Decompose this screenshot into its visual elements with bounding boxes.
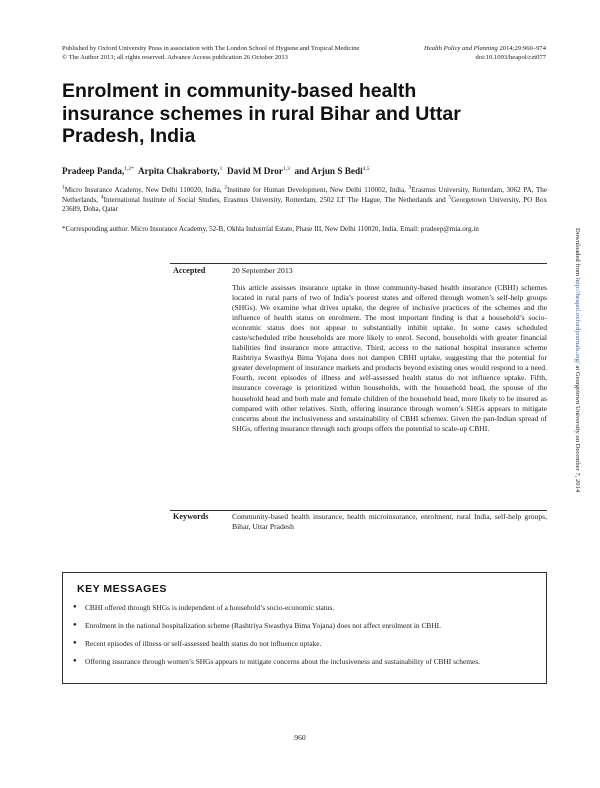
author-affil-mark: 1,2*: [124, 165, 134, 172]
bullet-icon: ●: [73, 604, 77, 610]
key-messages-box: [62, 572, 547, 684]
key-message-text: CBHI offered through SHGs is independent of a household’s socio-economic status.: [85, 603, 335, 612]
keywords-text: Community-based health insurance, health microinsurance, enrolment, rural India, self-help groups, Bihar, Uttar Pradesh: [232, 512, 547, 532]
affiliation: Institute for Human Development, New Delhi 110002, India,: [227, 186, 409, 194]
bullet-icon: ●: [73, 622, 77, 629]
list-item: [71, 657, 536, 667]
author-affil-mark: 1,3: [282, 165, 290, 172]
publisher-header: [62, 44, 422, 62]
list-item: [71, 621, 536, 631]
journal-name: Health Policy and Planning: [424, 45, 498, 52]
abstract-text: This article assesses insurance uptake in three community-based health insurance (CBHI) schemes located in rural parts of two of India’s poorest states and offered through women’s self-help groups (SHGs). We examine what drives uptake, the degree of inclusive practices of the schemes and the influence of health status on enrolment. The most important finding is that a household’s socio-economic status does not appear to substantially inhibit uptake. In some cases scheduled caste/scheduled tribe households are more likely to enrol. Second, households with greater financial liabilities find insurance more attractive. Third, access to the national hospital insurance scheme Rashtriya Swasthya Bima Yojana does not dampen CBHI uptake, suggesting that the potential for greater development of insurance markets and products beyond existing ones would respond to a need. Fourth, recent episodes of illness and self-assessed health status do not influence uptake. Fifth, insurance coverage is prioritized within households, with the household head, the spouse of the household head and both male and female children of the household head, more likely to be insured as compared with other relatives. Sixth, offering insurance through women’s SHGs appears to mitigate concerns about the inclusiveness and sustainability of CBHI schemes. Given the pan-Indian spread of SHGs, offering insurance through such groups offers the potential to scale-up CBHI.: [232, 283, 547, 433]
list-item: [71, 639, 536, 649]
author-name: Pradeep Panda,: [62, 166, 125, 176]
author-name: and Arjun S Bedi: [294, 166, 363, 176]
affil-mark: 5: [448, 194, 452, 201]
author-name: David M Dror: [227, 166, 283, 176]
page-number: 960: [294, 733, 306, 742]
accepted-label: Accepted: [173, 266, 206, 275]
affiliation: International Institute of Social Studies, Erasmus University, Rotterdam, 2502 LT The Hague, The Netherlands and: [103, 195, 449, 204]
affiliation: Georgetown University, PO Box 23689, Doha, Qatar: [62, 195, 547, 214]
download-link[interactable]: http://heapol.oxfordjournals.org/: [574, 277, 581, 364]
key-messages-list: [71, 603, 536, 675]
doi[interactable]: doi:10.1093/heapol/czt077: [475, 54, 546, 62]
key-message-text: Enrolment in the national hospitalization scheme (Rashtriya Swasthya Bima Yojana) does not affect enrolment in CBHI.: [85, 621, 441, 631]
copyright-line: © The Author 2013; all rights reserved. Advance Access publication 26 October 2013: [62, 54, 288, 62]
corresponding-author: *Corresponding author. Micro Insurance Academy, 52-B, Okhla Industrial Estate, Phase III, New Delhi 110020, India. Email: pradeep@mia.org.in: [62, 225, 479, 233]
author-name: Arpita Chakraborty,: [138, 166, 220, 176]
affiliations: [62, 186, 547, 215]
affil-mark: 3: [408, 184, 412, 191]
bullet-icon: ●: [73, 640, 77, 647]
keywords-label: Keywords: [173, 512, 209, 521]
accepted-date: 20 September 2013: [232, 266, 293, 275]
author-list: [62, 165, 542, 177]
affil-mark: 2: [224, 184, 228, 191]
bullet-icon: ●: [73, 658, 77, 665]
journal-citation: 2014;29:960–974: [497, 45, 546, 52]
affiliation: Micro Insurance Academy, New Delhi 110020, India,: [64, 186, 225, 194]
divider: [170, 263, 547, 264]
download-watermark: [574, 228, 581, 788]
key-messages-title: KEY MESSAGES: [77, 583, 167, 595]
journal-header: [398, 44, 546, 62]
divider: [170, 510, 547, 511]
author-affil-mark: 4,5: [362, 165, 370, 172]
article-title: Enrolment in community-based health insurance schemes in rural Bihar and Uttar Pradesh, India: [62, 80, 461, 147]
download-suffix: at Georgetown University on December 7, 2014: [574, 363, 581, 493]
download-prefix: Downloaded from: [574, 228, 581, 278]
key-message-text: Recent episodes of illness or self-assessed health status do not influence uptake.: [85, 639, 322, 649]
affiliation: Erasmus University, Rotterdam, 3062 PA, The Netherlands,: [62, 186, 547, 204]
list-item: [71, 603, 536, 613]
publisher-line: Published by Oxford University Press in association with The London School of Hygiene and Tropical Medicine: [62, 45, 360, 52]
affil-mark: 4: [100, 194, 104, 201]
affil-mark: 1: [62, 184, 65, 191]
key-message-text: Offering insurance through women’s SHGs appears to mitigate concerns about the inclusiveness and sustainability of CBHI schemes.: [85, 657, 480, 667]
author-affil-mark: 1: [219, 165, 223, 172]
